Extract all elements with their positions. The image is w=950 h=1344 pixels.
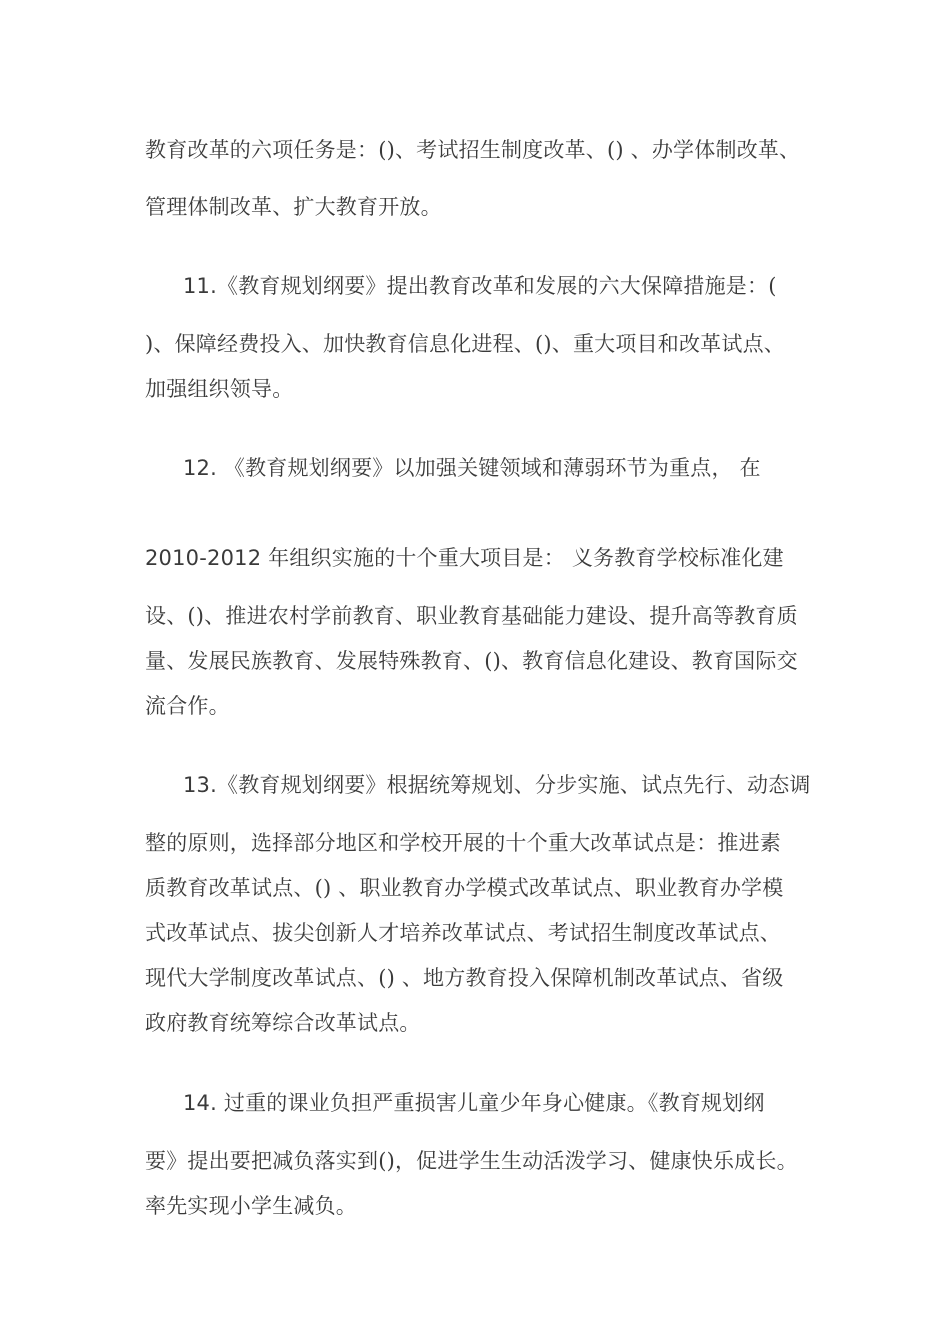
paragraph-12-number: 12.	[183, 456, 217, 480]
paragraph-12-line-5: 流合作。	[145, 694, 230, 718]
paragraph-13-line-1	[183, 769, 810, 801]
paragraph-13-number: 13.	[183, 773, 217, 797]
paragraph-14-line-2: 要》提出要把减负落实到()，促进学生生动活泼学习、健康快乐成长。	[145, 1149, 798, 1173]
paragraph-13-line-6: 政府教育统筹综合改革试点。	[145, 1011, 421, 1035]
paragraph-12-text: 《教育规划纲要》以加强关键领域和薄弱环节为重点， 在	[217, 456, 761, 480]
paragraph-14-number: 14.	[183, 1091, 217, 1115]
paragraph-12-line-2: 2010-2012 年组织实施的十个重大项目是： 义务教育学校标准化建	[145, 546, 784, 570]
paragraph-12-line-3: 设、()、推进农村学前教育、职业教育基础能力建设、提升高等教育质	[145, 604, 798, 628]
paragraph-11-line-1	[183, 270, 810, 302]
paragraph-14-text: 过重的课业负担严重损害儿童少年身心健康。《教育规划纲	[217, 1091, 765, 1115]
paragraph-13-line-2: 整的原则，选择部分地区和学校开展的十个重大改革试点是：推进素	[145, 831, 781, 855]
paragraph-11-line-2: )、保障经费投入、加快教育信息化进程、()、重大项目和改革试点、	[145, 332, 785, 356]
paragraph-13-line-3: 质教育改革试点、() 、职业教育办学模式改革试点、职业教育办学模	[145, 876, 784, 900]
paragraph-11-line-3: 加强组织领导。	[145, 377, 294, 401]
paragraph-14-line-3: 率先实现小学生减负。	[145, 1194, 357, 1218]
paragraph-1-line-2: 管理体制改革、扩大教育开放。	[145, 195, 442, 219]
paragraph-13-text: 《教育规划纲要》根据统筹规划、分步实施、试点先行、动态调	[217, 773, 811, 797]
paragraph-12-line-1	[183, 452, 810, 484]
paragraph-13-line-4: 式改革试点、拔尖创新人才培养改革试点、考试招生制度改革试点、	[145, 921, 781, 945]
paragraph-11-text: 《教育规划纲要》提出教育改革和发展的六大保障措施是：(	[217, 274, 777, 298]
paragraph-1-line-1: 教育改革的六项任务是：()、考试招生制度改革、() 、办学体制改革、	[145, 138, 801, 162]
paragraph-14-line-1	[183, 1087, 810, 1119]
paragraph-11-number: 11.	[183, 274, 217, 298]
paragraph-13-line-5: 现代大学制度改革试点、() 、地方教育投入保障机制改革试点、省级	[145, 966, 784, 990]
paragraph-12-line-4: 量、发展民族教育、发展特殊教育、()、教育信息化建设、教育国际交	[145, 649, 798, 673]
